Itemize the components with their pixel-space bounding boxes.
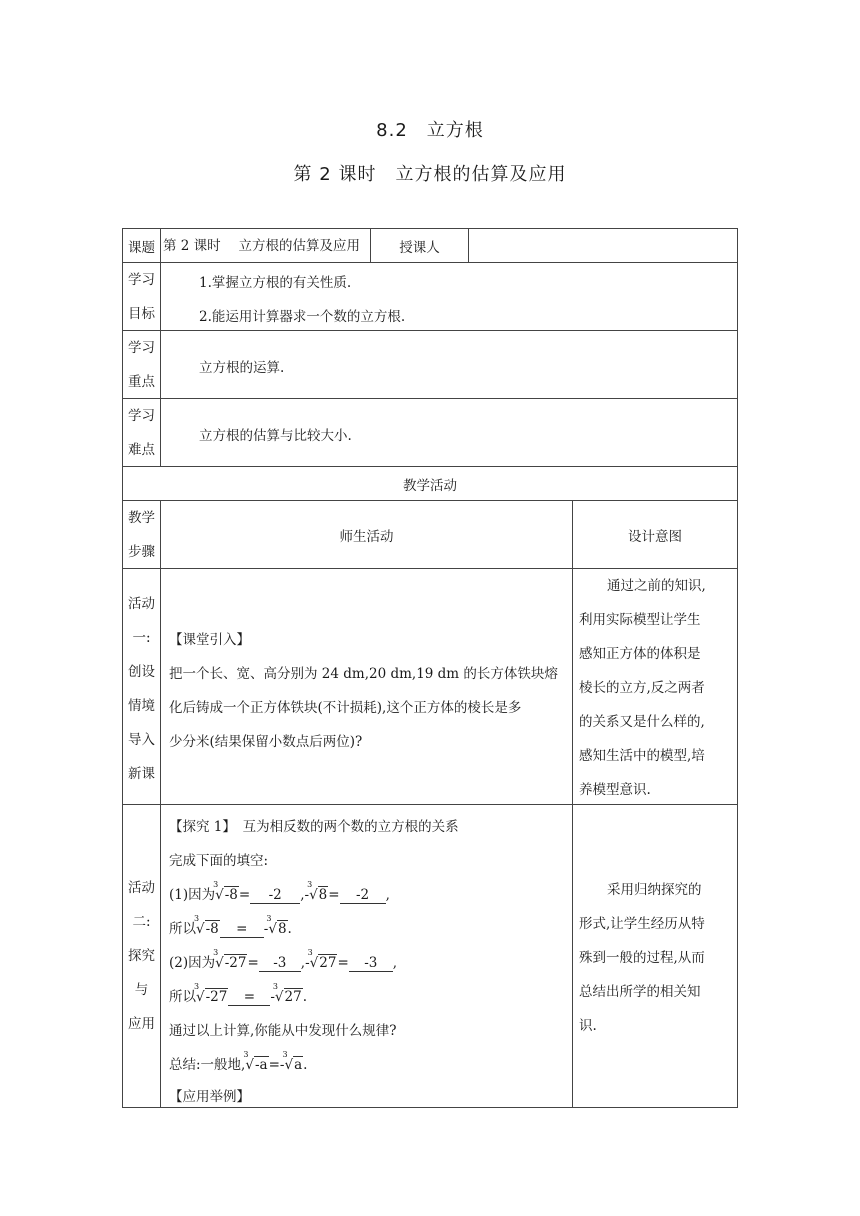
objectives-cell (160, 262, 738, 330)
difficulty-label: 学习 难点 (122, 398, 160, 466)
activity1-text-line: 把一个长、宽、高分别为 24 dm,20 dm,19 dm 的长方体铁块熔 (169, 666, 558, 682)
activity2-question: 通过以上计算,你能从中发现什么规律? (169, 1023, 397, 1039)
activity2-design: 采用归纳探究的 形式,让学生经历从特 殊到一般的过程,从而 总结出所学的相关知 识. (572, 804, 738, 1108)
section-title: 8.2 立方根 (376, 120, 484, 141)
difficulty-text: 立方根的估算与比较大小. (199, 428, 352, 444)
difficulty-cell (160, 398, 738, 466)
blank-answer: = (220, 921, 264, 938)
fill-line-2: 所以 3 √-8 = - 3 √8. (169, 914, 292, 937)
activity1-label: 活动 一: 创设 情境 导入 新课 (122, 568, 160, 804)
teacher-value (468, 228, 738, 262)
objective-item: 2.能运用计算器求一个数的立方根. (199, 309, 406, 325)
blank-answer: -3 (259, 955, 301, 972)
activity1-heading: 【课堂引入】 (169, 632, 250, 648)
fill-line-1: (1)因为 3 √-8= -2 ,- 3 √8= -2 , (169, 880, 390, 903)
blank-answer: = (228, 989, 270, 1006)
activity2-label: 活动 二: 探究 与 应用 (122, 804, 160, 1108)
activity1-content (160, 568, 572, 804)
activity1-design: 通过之前的知识, 利用实际模型让学生 感知正方体的体积是 棱长的立方,反之两者 的关系又是什么样的, 感知生活中的模型,培 养模型意识. (572, 568, 738, 804)
col-design-header: 设计意图 (572, 500, 738, 568)
topic-value: 第 2 课时 立方根的估算及应用 (160, 228, 370, 262)
activity1-text-line: 少分米(结果保留小数点后两位)? (169, 734, 363, 750)
fill-line-4: 所以 3 √-27 = - 3 √27. (169, 982, 308, 1005)
keypoint-label: 学习 重点 (122, 330, 160, 398)
activity2-heading: 【探究 1】 互为相反数的两个数的立方根的关系 (169, 819, 459, 835)
keypoint-cell (160, 330, 738, 398)
lesson-title: 第 2 课时 立方根的估算及应用 (293, 164, 567, 185)
fill-line-3: (2)因为 3 √-27= -3 ,- 3 √27= -3 , (169, 948, 398, 971)
topic-label: 课题 (122, 228, 160, 262)
activity2-instruction: 完成下面的填空: (169, 853, 269, 869)
activity1-text-line: 化后铸成一个正方体铁块(不计损耗),这个正方体的棱长是多 (169, 700, 522, 716)
activity2-heading2: 【应用举例】 (169, 1089, 250, 1105)
teacher-label: 授课人 (370, 228, 468, 262)
blank-answer: -3 (349, 955, 393, 972)
steps-label: 教学 步骤 (122, 500, 160, 568)
objective-item: 1.掌握立方根的有关性质. (199, 275, 352, 291)
keypoint-text: 立方根的运算. (199, 360, 285, 376)
col-activity-header: 师生活动 (160, 500, 572, 568)
blank-answer: -2 (340, 887, 386, 904)
activity2-content (160, 804, 572, 1108)
blank-answer: -2 (250, 887, 300, 904)
activities-header: 教学活动 (122, 466, 738, 500)
activity2-summary: 总结:一般地, 3 √-a=- 3 √a. (169, 1050, 308, 1073)
objectives-label: 学习 目标 (122, 262, 160, 330)
